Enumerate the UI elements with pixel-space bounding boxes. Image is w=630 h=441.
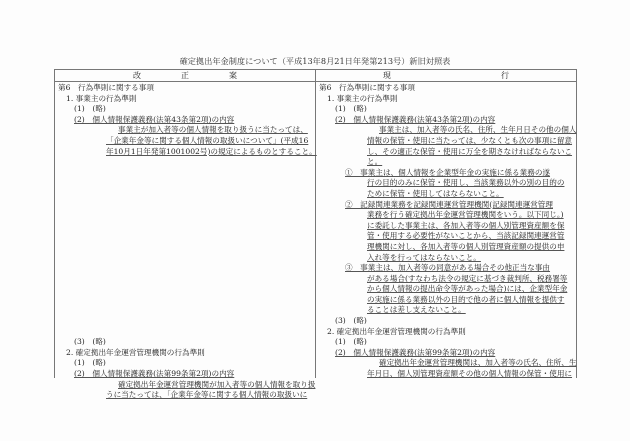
item-heading: 2. 確定拠出年金運営管理機関の行為準則 bbox=[66, 347, 205, 357]
text-line: 事業主は、加入者等の氏名、住所、生年月日その他の個人 bbox=[379, 125, 577, 135]
sub-item: (1) (略) bbox=[74, 358, 106, 368]
text-line: がある場合(すなわち法令の規定に基づき裁判所、税務署等 bbox=[367, 273, 568, 283]
text-line: に委託した事業主は、各加入者等の個人別管理資産額を保 bbox=[367, 220, 565, 230]
current-column bbox=[319, 83, 577, 380]
section-heading: 第6 行為準則に関する事項 bbox=[319, 83, 415, 92]
item-heading: 1. 事業主の行為準則 bbox=[327, 93, 398, 103]
column-divider bbox=[315, 82, 316, 378]
header-char: 改 bbox=[133, 71, 141, 80]
text-line: 確定拠出年金運営管理機関が加入者等の個人情報を取り扱 bbox=[118, 379, 316, 389]
section-heading: 第6 行為準則に関する事項 bbox=[58, 83, 154, 92]
sub-item: (1) (略) bbox=[74, 104, 106, 114]
sub-item-heading: (2) 個人情報保護義務(法第99条第2項)の内容 bbox=[335, 347, 496, 357]
document-title: 確定拠出年金制度について（平成13年8月21日年発第213号）新旧対照表 bbox=[179, 56, 451, 66]
numbered-item: ② 記録関連業務を記録関連運営管理機関(記録関連運営管理 bbox=[345, 199, 553, 209]
item-heading: 2. 確定拠出年金運営管理機関の行為準則 bbox=[327, 326, 466, 336]
comparison-table bbox=[54, 69, 577, 400]
text-line: 管・使用する必要性がないことから、当該記録関連運営管 bbox=[367, 231, 565, 241]
sub-item-heading: (2) 個人情報保護義務(法第43条第2項)の内容 bbox=[74, 114, 235, 124]
table-header bbox=[55, 70, 576, 82]
sub-item: (1) (略) bbox=[335, 337, 367, 347]
text-line: 理機関に対し、各加入者等の個人別管理資産額の提供の申 bbox=[367, 241, 565, 251]
text-line: 事業主が加入者等の個人情報を取り扱うに当たっては、 bbox=[118, 125, 308, 135]
header-char: 現 bbox=[383, 71, 391, 80]
sub-item: (3) (略) bbox=[74, 337, 106, 347]
text-line: 年月日、個人別管理資産額その他の個人情報の保管・使用に bbox=[367, 369, 573, 379]
text-line: 年10月1日年発第1001002号)の規定によるものとすること。 bbox=[106, 146, 317, 156]
sub-item-heading: (2) 個人情報保護義務(法第43条第2項)の内容 bbox=[335, 114, 496, 124]
text-line: 情報の保管・使用に当たっては、少なくとも次の事項に留意 bbox=[367, 135, 573, 145]
text-line: ために保管・使用してはならないこと。 bbox=[367, 188, 504, 198]
text-line: うに当たっては、「企業年金等に関する個人情報の取扱いに bbox=[106, 390, 308, 400]
header-char: 正 bbox=[181, 71, 189, 80]
header-char: 行 bbox=[501, 71, 509, 80]
text-line: 入れ等を行ってはならないこと。 bbox=[367, 252, 481, 262]
text-line: 「企業年金等に関する個人情報の取扱いについて」(平成16 bbox=[106, 135, 309, 145]
text-line: 確定拠出年金運営管理機関は、加入者等の氏名、住所、生 bbox=[379, 358, 577, 368]
text-line: の実施に係る業務以外の目的で他の者に個人情報を提供す bbox=[367, 294, 565, 304]
item-heading: 1. 事業主の行為準則 bbox=[66, 93, 137, 103]
text-line: し、その適正な保管・使用に万全を期さなければならないこ bbox=[367, 146, 573, 156]
text-line: から個人情報の提出命令等があった場合)には、企業型年金 bbox=[367, 284, 568, 294]
numbered-item: ① 事業主は、個人情報を企業型年金の実施に係る業務の遂 bbox=[345, 167, 551, 177]
numbered-item: ③ 事業主は、加入者等の同意がある場合その他正当な事由 bbox=[345, 263, 551, 273]
header-revised bbox=[55, 70, 316, 81]
header-current bbox=[316, 70, 576, 81]
sub-item-heading: (2) 個人情報保護義務(法第99条第2項)の内容 bbox=[74, 369, 235, 379]
text-line: 行の目的のみに保管・使用し、当該業務以外の別の目的の bbox=[367, 178, 565, 188]
text-line: ることは差し支えないこと。 bbox=[367, 305, 466, 315]
text-line: 業務を行う確定拠出年金運営管理機関をいう。以下同じ。) bbox=[367, 210, 564, 220]
revised-column bbox=[58, 83, 317, 401]
header-char: 案 bbox=[229, 71, 237, 80]
sub-item: (3) (略) bbox=[335, 316, 367, 326]
sub-item: (1) (略) bbox=[335, 104, 367, 114]
text-line: と。 bbox=[367, 157, 383, 167]
